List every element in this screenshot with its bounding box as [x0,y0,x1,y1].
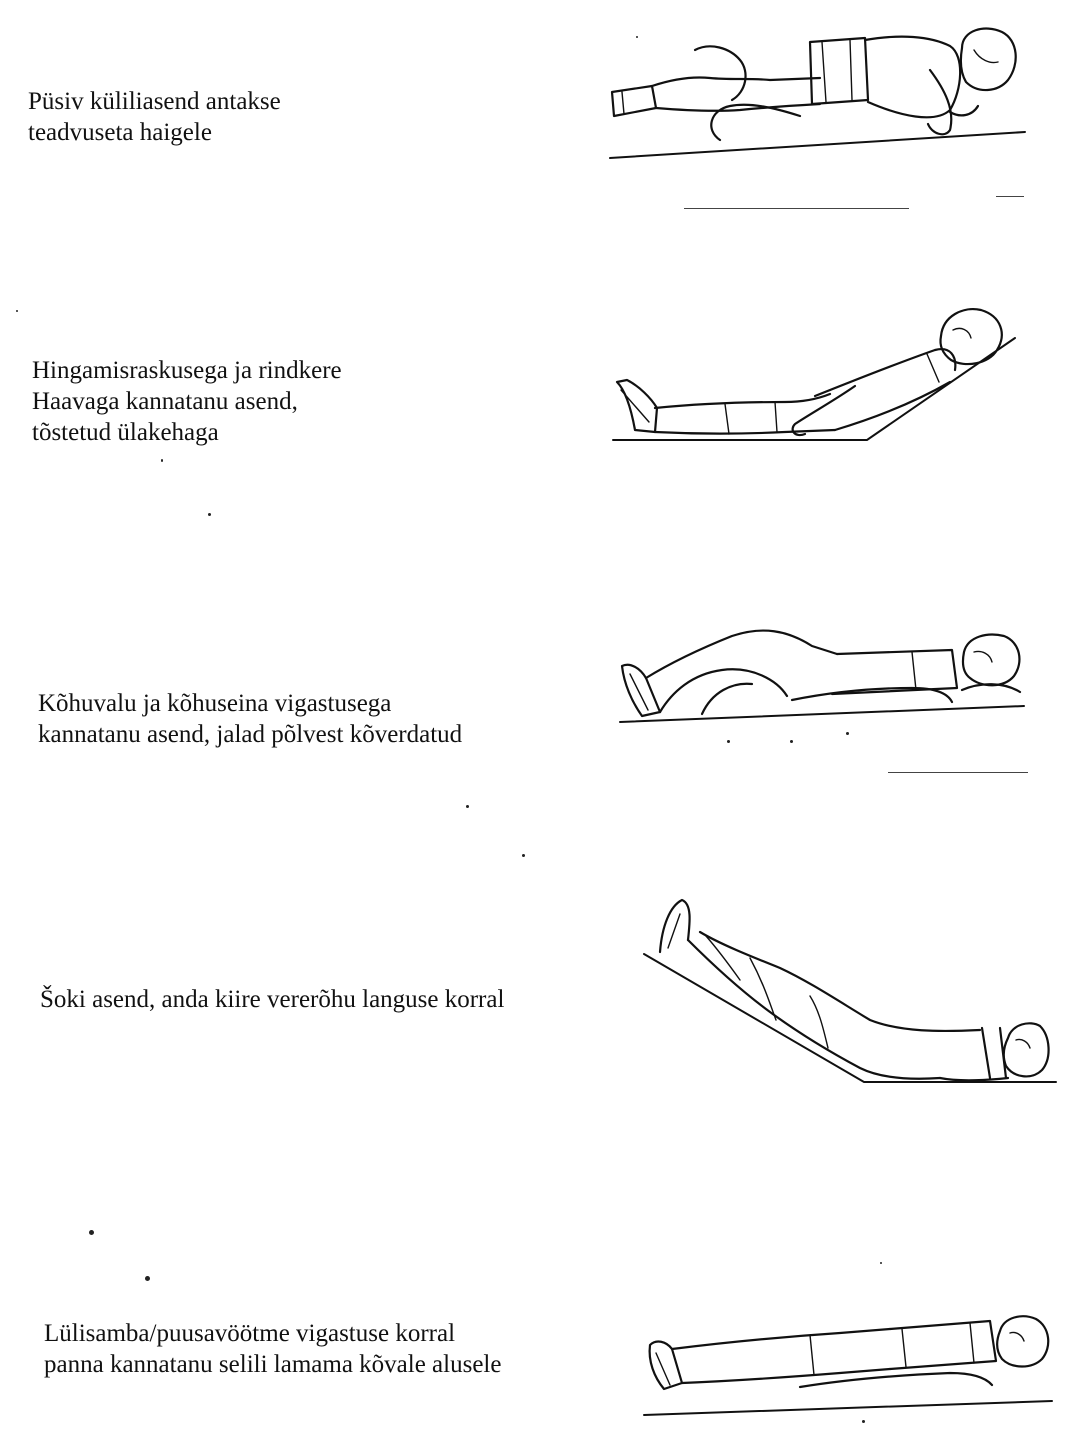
caption-line: Haavaga kannatanu asend, [32,388,298,415]
scan-speck [466,805,469,808]
scan-speck [145,1276,150,1281]
caption-spine-injury [44,1318,501,1380]
scan-speck [89,1230,94,1235]
caption-recovery-position [28,86,281,148]
spine-injury-illustration [640,1305,1060,1425]
caption-bent-knees [38,688,462,750]
caption-line: Šoki asend, anda kiire vererõhu languse korral [40,986,505,1013]
bent-knees-illustration [612,622,1037,732]
raised-upper-body-illustration [605,290,1025,450]
caption-line: Püsiv küliliasend antakse [28,88,281,115]
caption-line: Kõhuvalu ja kõhuseina vigastusega [38,690,392,717]
caption-line: tõstetud ülakehaga [32,419,219,446]
scan-line [684,208,909,209]
scan-line [888,772,1028,773]
caption-line: teadvuseta haigele [28,119,212,146]
caption-raised-upper-body [32,355,342,448]
shock-position-illustration [640,892,1060,1092]
scan-speck [846,732,849,735]
scan-line [996,196,1024,197]
caption-line: Hingamisraskusega ja rindkere [32,357,342,384]
caption-line: Lülisamba/puusavöötme vigastuse korral [44,1320,456,1347]
scan-speck [16,310,18,312]
scan-speck [880,1262,882,1264]
caption-line: panna kannatanu selili lamama kõvale alusele [44,1351,502,1378]
scan-speck [522,854,525,857]
scan-speck [862,1420,865,1423]
recovery-position-illustration [600,20,1040,170]
caption-shock-position [40,984,504,1015]
scan-speck [636,36,638,38]
scan-speck [727,740,730,743]
scan-speck [208,513,211,516]
scan-speck [161,459,163,462]
scan-speck [790,740,793,743]
caption-line: kannatanu asend, jalad põlvest kõverdatud [38,721,463,748]
